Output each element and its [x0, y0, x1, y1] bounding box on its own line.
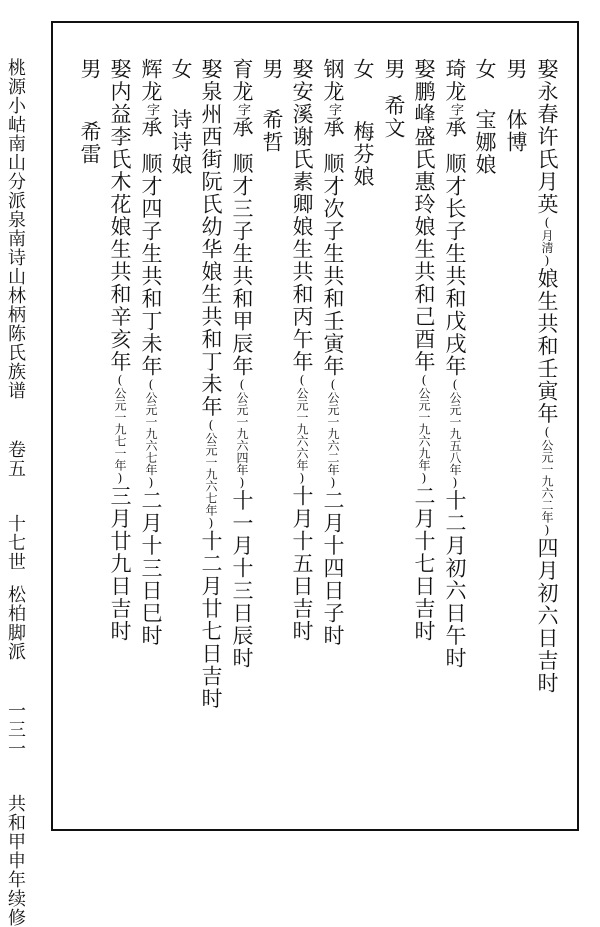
page-number: 一三一 [5, 701, 26, 758]
text-column [109, 58, 130, 643]
column-text: 承 [443, 116, 467, 139]
column-text: 娶内益李氏木花娘生共和辛亥年 [108, 58, 132, 373]
column-text: 顺才次子生共和壬寅年 [321, 152, 345, 378]
courtesy-marker: 字 [326, 103, 341, 116]
page-margin-header [6, 58, 24, 927]
courtesy-marker: 字 [448, 103, 463, 116]
column-text: 承 [230, 116, 254, 139]
column-text: 三月廿九日吉时 [108, 485, 132, 643]
column-text: 十月十五日吉时 [290, 485, 314, 643]
column-text: 琦龙 [443, 58, 467, 103]
text-column [352, 58, 373, 188]
column-text: 承 [139, 116, 163, 139]
text-column [383, 58, 404, 140]
column-text: 希雷 [78, 120, 102, 166]
column-text: 十二月初六日午时 [443, 489, 467, 670]
text-column [170, 58, 191, 176]
text-column [140, 58, 161, 647]
column-text: 男 [78, 58, 102, 81]
column-text: 二月十七日吉时 [412, 485, 436, 643]
text-column [536, 58, 557, 695]
text-column [505, 58, 526, 154]
year-note: (公元一九六六年) [295, 373, 309, 485]
column-text: 二月十四日子时 [321, 489, 345, 647]
year-note: (公元一九六二年) [540, 425, 554, 537]
branch-label: 松柏脚派 [5, 585, 26, 661]
column-text: 顺才三子生共和甲辰年 [230, 152, 254, 378]
year-note: (月清) [540, 215, 554, 268]
year-note: (公元一九五八年) [448, 377, 462, 490]
edition-label: 共和甲申年续修 [5, 794, 26, 927]
column-text: 顺才四子生共和丁未年 [139, 152, 163, 378]
column-text: 顺才长子生共和戊戌年 [443, 152, 467, 378]
text-column [322, 58, 343, 647]
column-text: 宝娜娘 [473, 108, 497, 176]
column-text: 男 [382, 58, 406, 81]
column-text: 娶安溪谢氏素卿娘生共和丙午年 [290, 58, 314, 373]
text-column [474, 58, 495, 176]
column-text: 女 [351, 58, 375, 81]
year-note: (公元一九六四年) [235, 377, 249, 490]
column-text: 育龙 [230, 58, 254, 103]
column-text: 娶鹏峰盛氏惠玲娘生共和己酉年 [412, 58, 436, 373]
text-column [261, 58, 282, 154]
column-text: 娶永春许氏月英 [535, 58, 559, 216]
volume-label: 卷五 [5, 440, 26, 478]
column-text: 希文 [382, 94, 406, 140]
column-text: 诗诗娘 [169, 108, 193, 176]
courtesy-marker: 字 [144, 103, 159, 116]
column-text: 男 [260, 58, 284, 81]
column-text: 娘生共和壬寅年 [535, 267, 559, 425]
column-text: 二月十三日巳时 [139, 489, 163, 647]
text-column [200, 58, 221, 710]
column-text: 娶泉州西街阮氏幼华娘生共和丁未年 [199, 58, 223, 418]
column-text: 十二月廿七日吉时 [199, 530, 223, 710]
year-note: (公元一九六九年) [417, 373, 431, 485]
column-text: 女 [473, 58, 497, 81]
generation-label: 十七世 [5, 514, 26, 571]
text-column [444, 58, 465, 670]
column-text: 四月初六日吉时 [535, 537, 559, 695]
year-note: (公元一九六七年) [144, 377, 158, 490]
column-text: 钢龙 [321, 58, 345, 103]
text-column [79, 58, 100, 166]
column-text: 辉龙 [139, 58, 163, 103]
text-column [413, 58, 434, 643]
year-note: (公元一九七一年) [113, 373, 127, 485]
text-column [291, 58, 312, 643]
year-note: (公元一九六二年) [326, 377, 340, 490]
column-text: 承 [321, 116, 345, 139]
column-text: 体博 [504, 108, 528, 154]
column-text: 希哲 [260, 108, 284, 154]
book-title: 桃源小岵南山分派泉南诗山林柄陈氏族谱 [5, 58, 26, 400]
text-column [231, 58, 252, 670]
column-text: 男 [504, 58, 528, 81]
year-note: (公元一九六七年) [204, 418, 218, 530]
column-text: 女 [169, 58, 193, 81]
column-text: 梅芬娘 [351, 120, 375, 188]
courtesy-marker: 字 [235, 103, 250, 116]
column-text: 十一月十三日辰时 [230, 489, 254, 670]
